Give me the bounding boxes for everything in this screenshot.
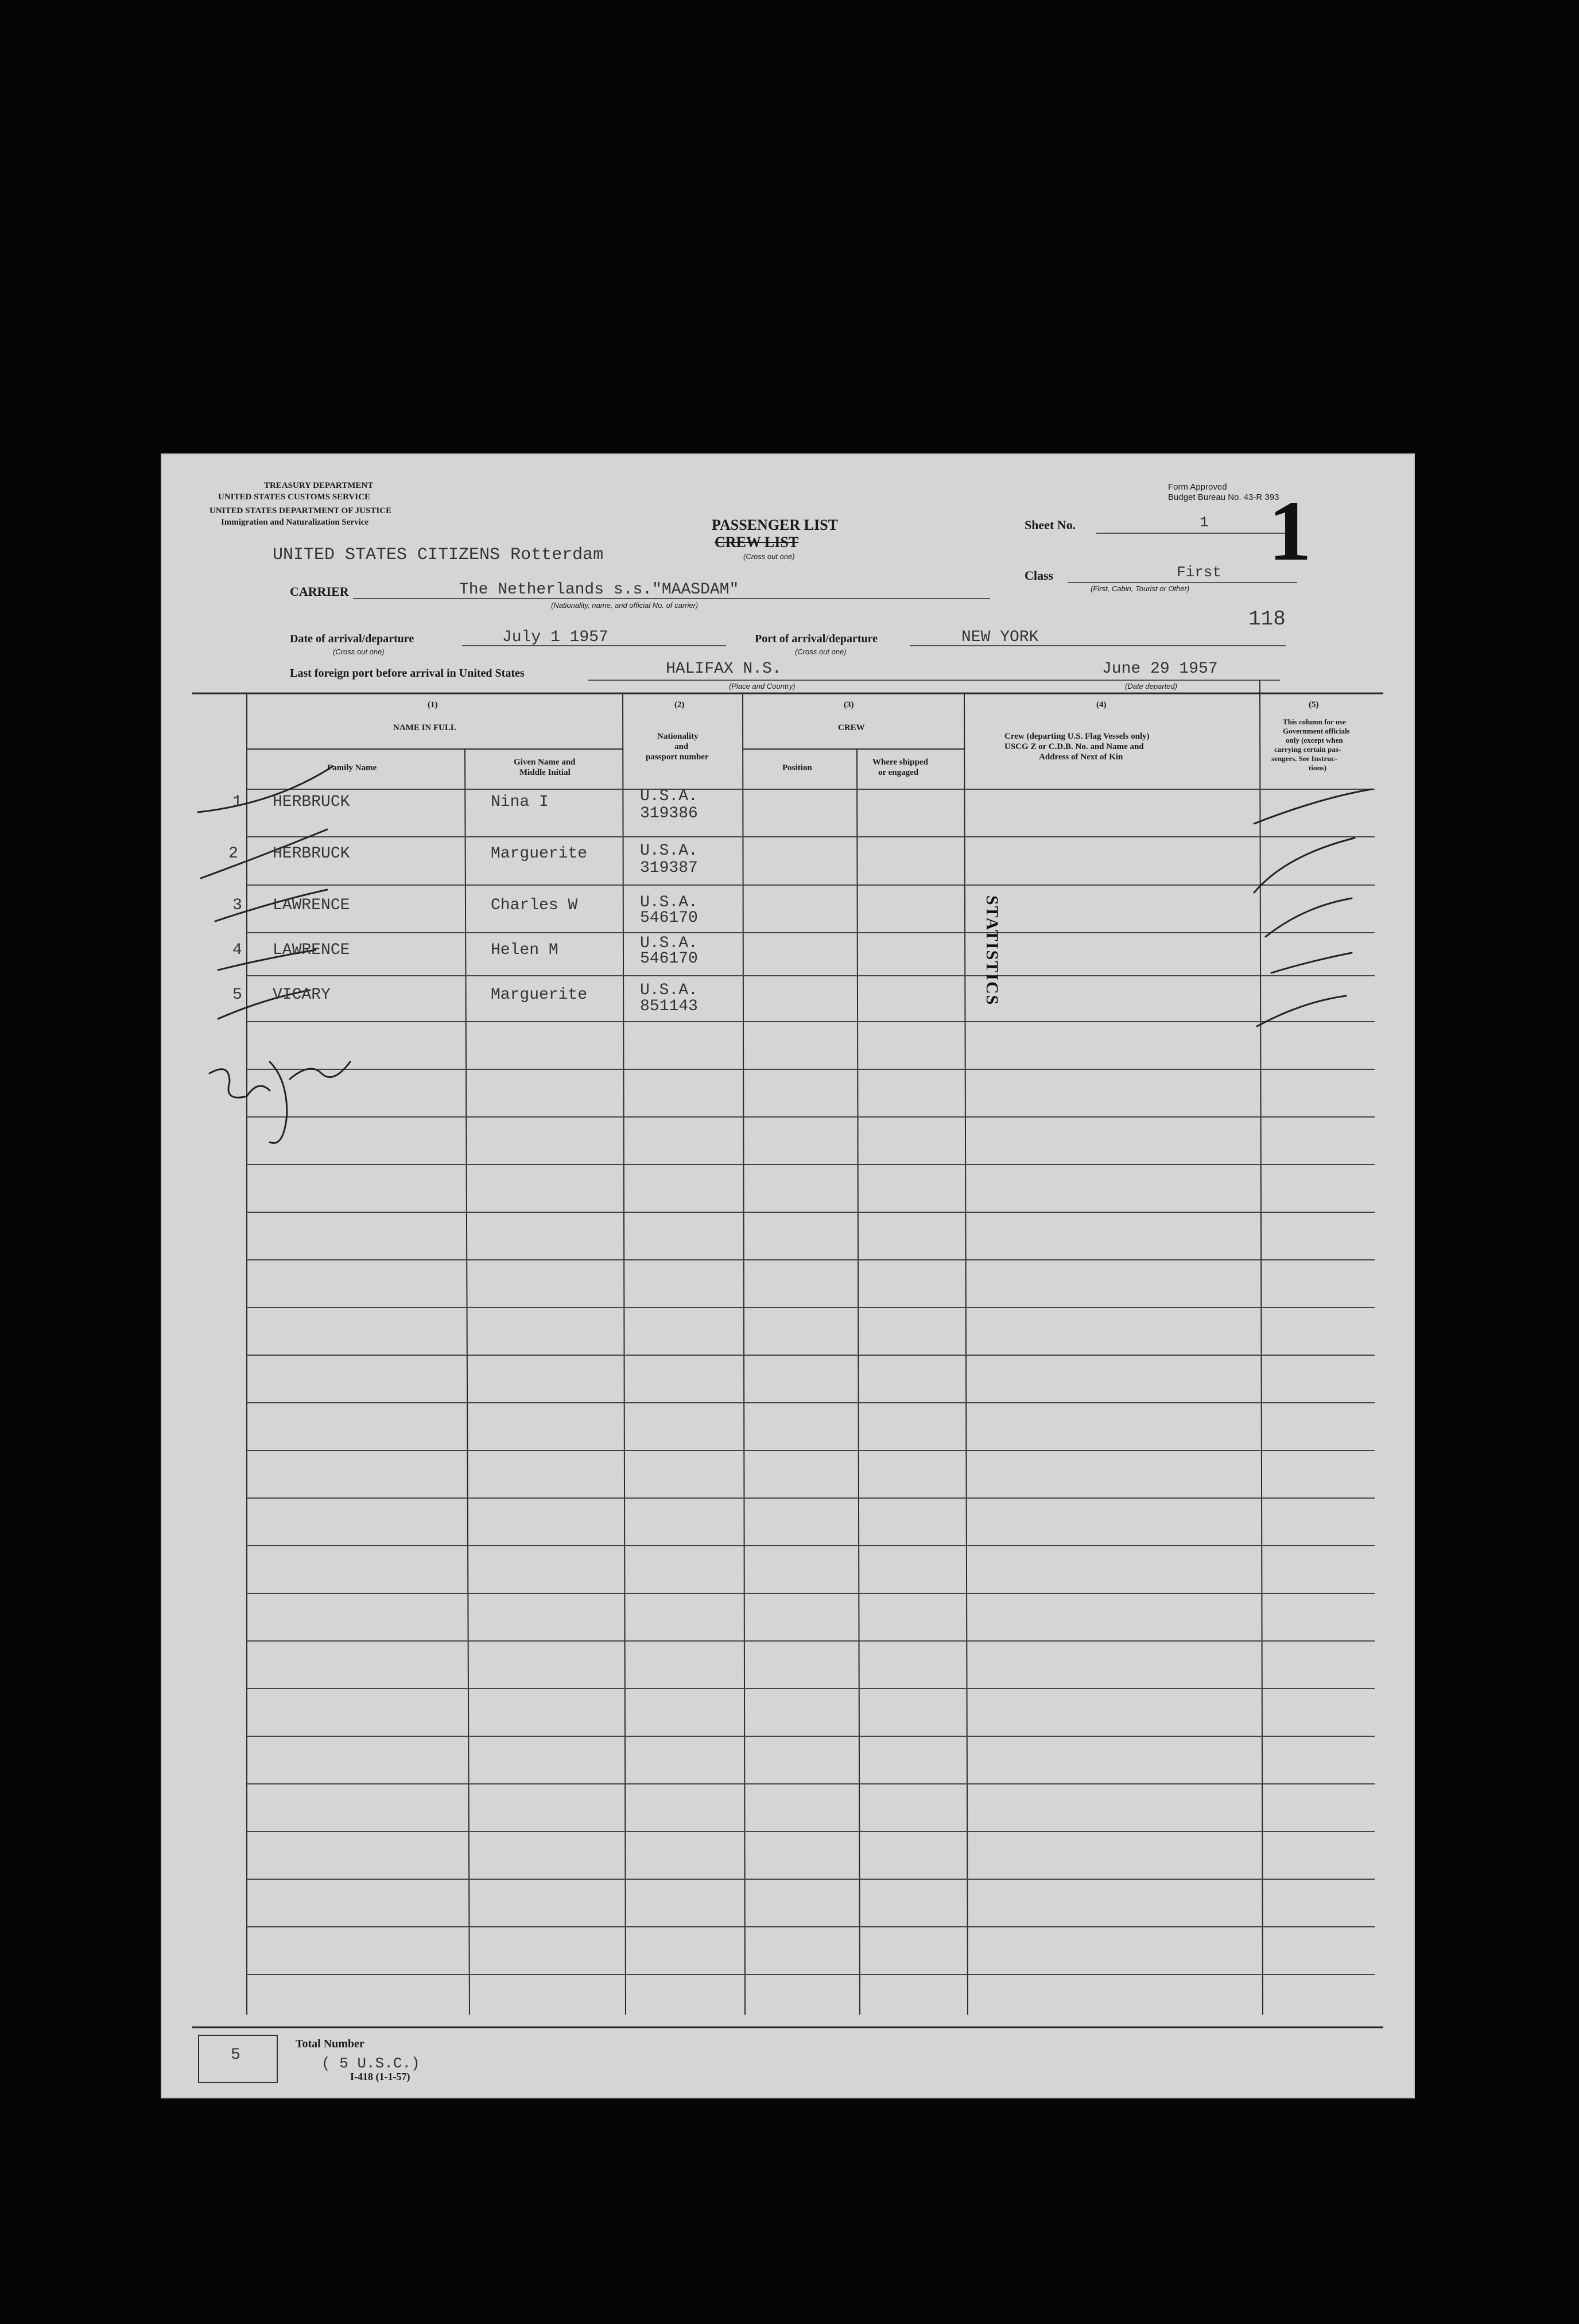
nationality: U.S.A.: [640, 894, 698, 911]
agency-line-3: UNITED STATES DEPARTMENT OF JUSTICE: [210, 506, 392, 515]
family-name: HERBRUCK: [273, 845, 350, 863]
port-label: Port of arrival/departure: [755, 633, 878, 645]
given-name: Helen M: [491, 941, 558, 959]
departure-date-hint: (Date departed): [1125, 682, 1178, 690]
row-number: 5: [232, 986, 242, 1004]
col5-header: This column for use Government officials only (except when carrying certain pas- sengers. See Instruc- tions): [1271, 717, 1350, 772]
total-box: [198, 2035, 278, 2083]
nationality: U.S.A.: [640, 934, 698, 952]
col4-number: (4): [1096, 700, 1107, 709]
last-port-label: Last foreign port before arrival in United States: [290, 667, 525, 680]
carrier-label: CARRIER: [290, 584, 349, 599]
passport-number: 546170: [640, 909, 698, 927]
passport-number: 546170: [640, 950, 698, 968]
form-approved: Form Approved: [1168, 482, 1227, 492]
statistics-stamp: STATISTICS: [983, 895, 1002, 1006]
total-label: Total Number: [296, 2038, 364, 2050]
col4-header-1: Crew (departing U.S. Flag Vessels only): [1004, 732, 1150, 741]
form-page: [161, 453, 1415, 2098]
row-number: 4: [232, 941, 242, 959]
given-name: Nina I: [491, 793, 549, 811]
given-name: Marguerite: [491, 986, 588, 1004]
col2-header-2: and: [674, 742, 689, 751]
passport-number: 319386: [640, 805, 698, 822]
sheet-value: 1: [1200, 514, 1209, 531]
page-number: 118: [1248, 607, 1286, 631]
col3-title: CREW: [838, 723, 865, 732]
nationality: U.S.A.: [640, 842, 698, 860]
table-row: [161, 934, 1415, 987]
table-grid: [161, 453, 1415, 2098]
family-name: LAWRENCE: [273, 897, 350, 914]
agency-line-4: Immigration and Naturalization Service: [221, 518, 369, 527]
sheet-label: Sheet No.: [1025, 518, 1076, 532]
class-value: First: [1177, 564, 1222, 581]
col1a-header: Family Name: [327, 763, 377, 773]
table-row: [161, 787, 1415, 839]
row-number: 1: [232, 793, 242, 811]
row-number: 2: [228, 845, 238, 863]
form-title-passenger: PASSENGER LIST: [712, 517, 838, 533]
citizens-line: UNITED STATES CITIZENS Rotterdam: [273, 545, 604, 565]
last-port-value: HALIFAX N.S.: [666, 660, 782, 678]
arrival-date-value: July 1 1957: [502, 628, 608, 646]
col2-header-3: passport number: [646, 752, 709, 762]
carrier-value: The Netherlands s.s."MAASDAM": [459, 581, 739, 599]
col1b-header-1: Given Name and: [514, 758, 576, 767]
class-label: Class: [1025, 568, 1054, 583]
port-hint: (Cross out one): [795, 647, 847, 656]
departure-date-value: June 29 1957: [1102, 660, 1218, 678]
nationality: U.S.A.: [640, 787, 698, 805]
agency-line-2: UNITED STATES CUSTOMS SERVICE: [218, 492, 370, 502]
given-name: Charles W: [491, 897, 578, 914]
col5-number: (5): [1309, 700, 1319, 709]
col1-title: NAME IN FULL: [393, 723, 457, 732]
col4-header-3: Address of Next of Kin: [1039, 752, 1123, 762]
col3-number: (3): [844, 700, 854, 709]
table-row: [161, 842, 1415, 891]
col2-header-1: Nationality: [657, 732, 699, 741]
port-value: NEW YORK: [961, 628, 1039, 646]
form-title-crew: CREW LIST: [715, 534, 799, 550]
table-row: [161, 981, 1415, 1032]
col4-header-2: USCG Z or C.D.B. No. and Name and: [1004, 742, 1144, 751]
carrier-hint: (Nationality, name, and official No. of carrier): [551, 601, 699, 610]
family-name: LAWRENCE: [273, 941, 350, 959]
last-port-hint: (Place and Country): [729, 682, 796, 690]
form-code: I-418 (1-1-57): [350, 2071, 410, 2082]
table-row: [161, 894, 1415, 942]
col3b-header-1: Where shipped: [872, 758, 928, 767]
given-name: Marguerite: [491, 845, 588, 863]
usc-reference: ( 5 U.S.C.): [321, 2055, 420, 2072]
agency-line-1: TREASURY DEPARTMENT: [264, 481, 374, 490]
col2-number: (2): [674, 700, 685, 709]
family-name: HERBRUCK: [273, 793, 350, 811]
col1-number: (1): [428, 700, 438, 709]
sheet-big-number: 1: [1268, 483, 1312, 579]
class-hint: (First, Cabin, Tourist or Other): [1091, 584, 1190, 593]
total-value: 5: [231, 2046, 240, 2064]
col3a-header: Position: [782, 763, 812, 773]
form-title-note: (Cross out one): [743, 552, 795, 561]
row-number: 3: [232, 897, 242, 914]
family-name: VICARY: [273, 986, 331, 1004]
arrival-date-hint: (Cross out one): [333, 647, 385, 656]
arrival-date-label: Date of arrival/departure: [290, 633, 414, 645]
budget-bureau: Budget Bureau No. 43-R 393: [1168, 492, 1279, 502]
passport-number: 319387: [640, 859, 698, 877]
nationality: U.S.A.: [640, 981, 698, 999]
col3b-header-2: or engaged: [878, 768, 919, 777]
col1b-header-2: Middle Initial: [519, 768, 571, 777]
passport-number: 851143: [640, 998, 698, 1015]
